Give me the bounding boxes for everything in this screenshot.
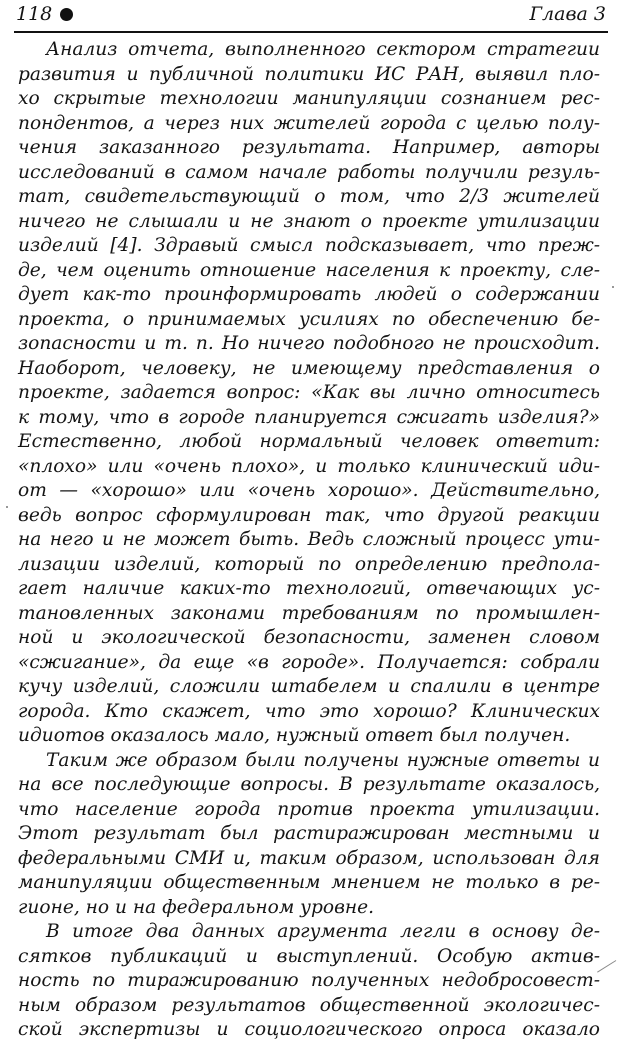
text-line: тановленных законами требованиям по промышлен- [18, 602, 600, 624]
text-line: В итоге два данных аргумента легли в основу де- [46, 921, 600, 942]
text-line: федеральными СМИ и, таким образом, использован для [18, 847, 600, 869]
text-line: Таким же образом были получены нужные ответы и [46, 749, 600, 771]
text-line: гает наличие каких-то технологий, отвечающих ус- [18, 578, 600, 599]
text-line: манипуляции общественным мнением не только в ре- [18, 872, 600, 893]
text-line: от — «хорошо» или «очень хорошо». Действительно, [18, 480, 600, 501]
paragraph [18, 920, 600, 1043]
text-line: на все последующие вопросы. В результате оказалось, [18, 774, 600, 795]
text-line: ность по тиражированию полученных недобросовест- [18, 970, 600, 991]
page-number: 118 [16, 3, 53, 25]
body-text [18, 38, 600, 1043]
text-line: Этот результат был растиражирован местными и [18, 823, 600, 844]
text-line: ской экспертизы и социологического опроса оказало [18, 1019, 600, 1040]
bullet-icon [60, 8, 73, 21]
text-line: к тому, что в городе планируется сжигать изделия?» [18, 406, 600, 428]
text-line: пондентов, а через них жителей города с целью полу- [18, 112, 600, 134]
paragraph [18, 749, 600, 921]
text-line: кучу изделий, сложили штабелем и спалили в центре [18, 676, 600, 697]
text-line: сятков публикаций и выступлений. Особую актив- [18, 945, 600, 967]
text-line: Естественно, любой нормальный человек ответит: [18, 431, 600, 452]
text-line: лизации изделий, который по определению предпола- [18, 553, 600, 575]
text-line: проекта, о принимаемых усилиях по обеспечению бе- [18, 308, 600, 330]
text-line: ной и экологической безопасности, заменен словом [18, 627, 600, 648]
margin-speck [612, 286, 614, 288]
text-line: ничего не слышали и не знают о проекте утилизации [18, 210, 600, 232]
text-line: зопасности и т. п. Но ничего подобного не происходит. [18, 333, 600, 354]
text-line: тат, свидетельствующий о том, что 2/3 жителей [18, 186, 600, 207]
text-line: что население города против проекта утилизации. [18, 798, 600, 820]
text-line: на него и не может быть. Ведь сложный процесс ути- [18, 529, 600, 550]
margin-speck [6, 506, 8, 508]
text-line: гионе, но и на федеральном уровне. [18, 896, 375, 918]
text-line: Анализ отчета, выполненного сектором стратегии [46, 39, 600, 60]
text-line: Наоборот, человеку, не имеющему представления о [18, 357, 600, 379]
text-line: города. Кто скажет, что это хорошо? Клинических [18, 700, 600, 722]
text-line: развития и публичной политики ИС РАН, выявил пло- [18, 63, 600, 85]
text-line: чения заказанного результата. Например, авторы [18, 137, 600, 158]
chapter-title: Глава 3 [529, 3, 606, 25]
text-line: де, чем оценить отношение населения к проекту, сле- [18, 259, 600, 281]
text-line: «сжигание», да еще «в городе». Получается: собрали [18, 651, 600, 673]
header-rule [14, 31, 608, 33]
text-line: дует как-то проинформировать людей о содержании [18, 284, 600, 305]
text-line: идиотов оказалось мало, нужный ответ был получен. [18, 725, 571, 746]
text-line: «плохо» или «очень плохо», и только клинический иди- [18, 455, 600, 477]
text-line: изделий [4]. Здравый смысл подсказывает, что преж- [18, 235, 600, 256]
text-line: ведь вопрос сформулирован так, что другой реакции [18, 504, 600, 526]
running-head [16, 0, 606, 32]
text-line: исследований в самом начале работы получили резуль- [18, 161, 600, 183]
text-line: хо скрытые технологии манипуляции сознанием рес- [18, 88, 600, 109]
paragraph [18, 38, 600, 749]
text-line: ным образом результатов общественной экологичес- [18, 994, 600, 1016]
text-line: проекте, задается вопрос: «Как вы лично относитесь [18, 382, 600, 403]
